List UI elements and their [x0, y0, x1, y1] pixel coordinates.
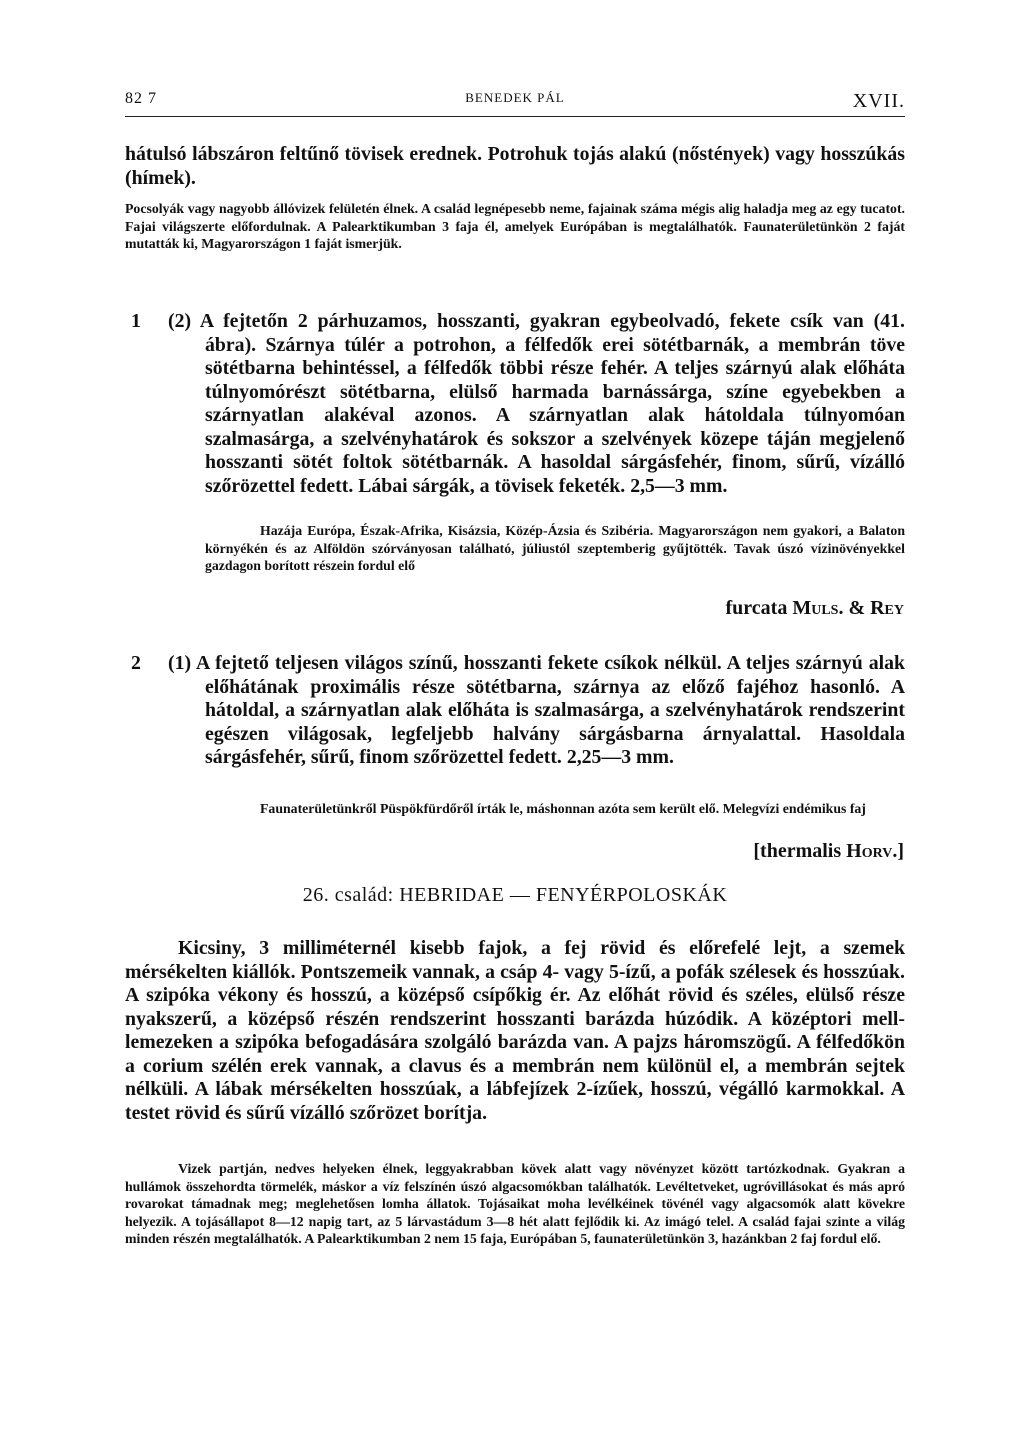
- species-name: [725, 597, 904, 620]
- intro-note: Pocsolyák vagy nagyobb állóvizek felületén élnek. A család legnépesebb neme, fajainak száma mégis alig haladja meg az egy tucatot. Fajai világszerte előfordulnak. A Palearktikumban 3 faja él, amelyek Európában is megtalálhatók. Faunaterületünkön 2 faját mutatták ki, Magyarországon 1 faját ismerjük.: [125, 201, 905, 251]
- species-authority: Muls. & Rey: [792, 597, 904, 619]
- species-name: [753, 840, 904, 863]
- author-name: BENEDEK PÁL: [465, 90, 565, 105]
- key-entry-text: (2) A fejtetőn 2 párhuzamos, hosszanti, gyakran egybeolvadó, fekete csík van (41. ábra). Szárnya túlér a potrohon, a félfedők erei sötétbarnák, a membrán töve sötétbarna behintéssel, a félfedők többi része fehér. A teljes szárnyú alak előháta túlnyomórészt sötétbarna, elülső harmada barnássárga, színe egyebekben a szárnyatlan alakéval azonos. A szárnyatlan alak hátoldala túlnyomóan szalmasárga, a szelvényhatárok és sokszor a szelvények közepe táján megjelenő hosszanti sötét foltok sötétbarnák. A hasoldal sárgásfehér, finom, sűrű, vízálló szőrözettel fedett. Lábai sárgák, a tövisek feketék. 2,5—3 mm.: [168, 310, 905, 497]
- species-authority: Horv.]: [846, 840, 904, 862]
- intro-paragraph: hátulsó lábszáron feltűnő tövisek erednek. Potrohuk tojás alakú (nőstények) vagy hosszúkás (hímek).: [125, 143, 905, 189]
- key-entry-number: 1: [131, 310, 141, 332]
- page-number: 82 7: [125, 90, 157, 107]
- key-entry-note: Hazája Európa, Észak-Afrika, Kisázsia, Közép-Ázsia és Szibéria. Magyarországon nem gyakori, a Balaton környékén és az Alföldön szórványosan található, júliustól szeptemberig gyűjtötték. Tavak úszó vízinövényekkel gazdagon borított részein fordul elő: [205, 523, 905, 573]
- species-epithet: [thermalis: [753, 840, 842, 862]
- family-heading: 26. család: HEBRIDAE — FENYÉRPOLOSKÁK: [302, 884, 728, 906]
- key-entry-text: (1) A fejtető teljesen világos színű, hosszanti fekete csíkok nélkül. A teljes szárnyú alak előhátának proximális része sötétbarna, szárnya az előző fajéhoz hasonló. A hátoldal, a szárnyatlan alak előháta is szalmasárga, a szelvényhatárok rendszerint egészen világosak, legfeljebb halvány sárgásbarna árnyalattal. Hasoldala sárgásfehér, sűrű, finom szőrözettel fedett. 2,25—3 mm.: [168, 652, 905, 768]
- family-description: Kicsiny, 3 milliméternél kisebb fajok, a fej rövid és előrefelé lejt, a szemek mérsékelten kiállók. Pontszemeik vannak, a csáp 4- vagy 5-ízű, a pofák szélesek és hosszúak. A szipóka vékony és hosszú, a középső csípőkig ér. Az előhát rövid és széles, elülső része nyakszerű, a középső részén rendszerint hosszanti barázda húzódik. A középtori mell-lemezeken a szipóka befogadására szolgáló barázda van. A pajzs háromszögű. A félfedőkön a corium szélén erek vannak, a clavus és a membrán nem különül el, a membrán sejtek nélküli. A lábak mérsékelten hosszúak, a lábfejízek 2-ízűek, hosszú, végálló karmokkal. A testet rövid és sűrű vízálló szőrözet borítja.: [125, 937, 905, 1124]
- family-note: Vizek partján, nedves helyeken élnek, leggyakrabban kövek alatt vagy növényzet között tartózkodnak. Gyakran a hullámok összehordta törmelék, máskor a víz felszínén úszó algacsomókban találhatók. Levéltetveket, ugróvillásokat és más apró rovarokat támadnak meg; meglehetősen lomha állatok. Tojásaikat moha levélkéinek tövénél vagy algacsomók alatt kövekre helyezik. A tojásállapot 8—12 napig tart, az 5 lárvastádum 3—8 hét alatt fejlődik ki. Az imágó telel. A család fajai szinte a világ minden részén megtalálhatók. A Palearktikumban 2 nem 15 faja, Európában 5, faunaterületünkön 3, hazánkban 2 faj fordul elő.: [125, 1161, 905, 1246]
- chapter-number: XVII.: [852, 90, 905, 112]
- key-entry-note: Faunaterületünkről Püspökfürdőről írták le, máshonnan azóta sem került elő. Melegvízi endémikus faj: [260, 801, 866, 816]
- key-entry-number: 2: [131, 652, 141, 674]
- species-epithet: furcata: [725, 597, 788, 619]
- running-header: [125, 88, 905, 117]
